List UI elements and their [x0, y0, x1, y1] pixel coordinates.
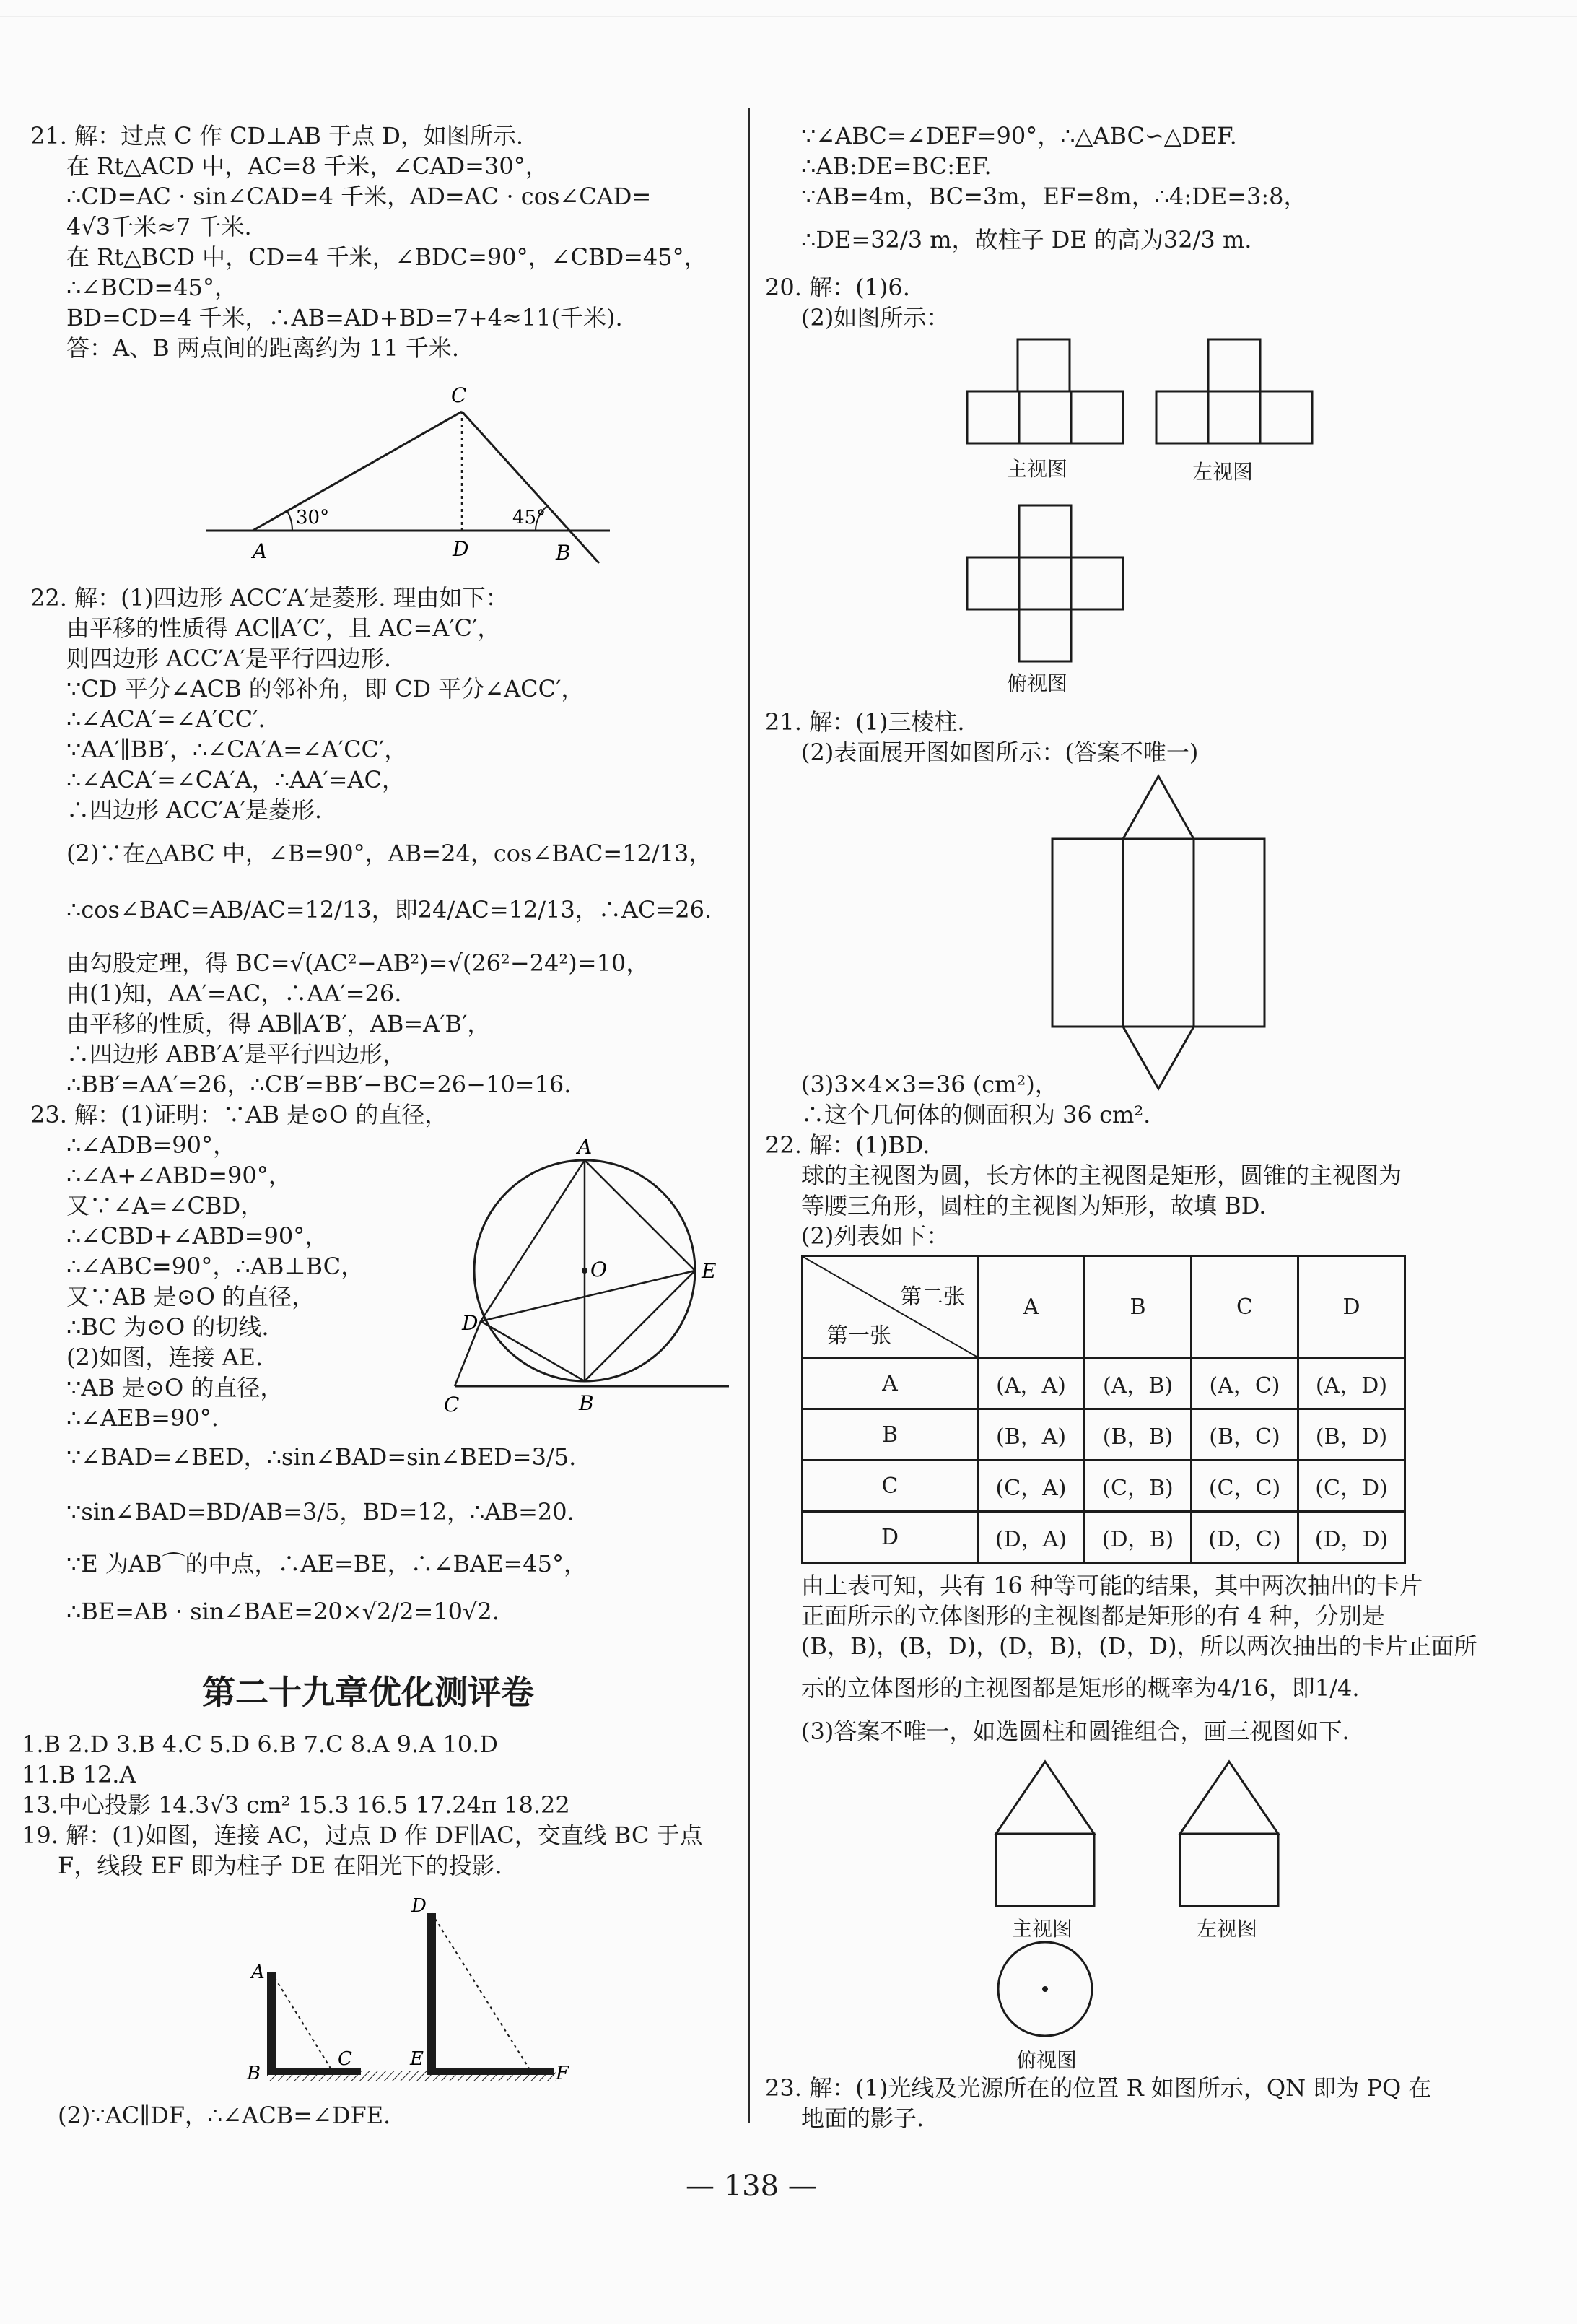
- q22-right-line: 球的主视图为圆，长方体的主视图是矩形，圆锥的主视图为: [801, 1162, 1402, 1189]
- q22-tail-line: (3)答案不唯一，如选圆柱和圆锥组合，画三视图如下.: [801, 1718, 1350, 1745]
- label-b: B: [556, 541, 571, 565]
- table-cell: (B，C): [1192, 1409, 1298, 1461]
- q23-line: (2)如图，连接 AE.: [66, 1344, 263, 1371]
- q21-line: 4√3千米≈7 千米.: [66, 213, 252, 240]
- cone-cylinder-views: [996, 1754, 1299, 2058]
- q22-line: 22. 解：(1)四边形 ACC′A′是菱形. 理由如下：: [30, 584, 509, 612]
- angle-45: 45°: [512, 507, 546, 528]
- label-f: F: [556, 2063, 569, 2084]
- q21-line: 在 Rt△BCD 中，CD=4 千米，∠BDC=90°，∠CBD=45°，: [66, 243, 707, 271]
- label-d: D: [453, 537, 469, 561]
- q23-line: ∴∠ADB=90°，: [66, 1131, 236, 1159]
- q22-line: 则四边形 ACC′A′是平行四边形.: [66, 645, 392, 672]
- table-cell: (A，A): [978, 1358, 1085, 1409]
- q22-line: (2)∵在△ABC 中，∠B=90°，AB=24，cos∠BAC=12/13，: [66, 840, 712, 867]
- q20-line: (2)如图所示：: [801, 304, 950, 331]
- q21-line: BD=CD=4 千米，∴AB=AD+BD=7+4≈11(千米).: [66, 304, 623, 331]
- q22-right-line: 等腰三角形，圆柱的主视图为矩形，故填 BD.: [801, 1192, 1267, 1219]
- label-a: A: [253, 539, 268, 563]
- q21-right-line: 21. 解：(1)三棱柱.: [765, 708, 965, 736]
- table-row: [803, 1358, 1405, 1409]
- q22-tail-line: 由上表可知，共有 16 种等可能的结果，其中两次抽出的卡片: [801, 1572, 1423, 1599]
- label-e: E: [410, 2048, 424, 2070]
- q19-line: 19. 解：(1)如图，连接 AC，过点 D 作 DF∥AC，交直线 BC 于点: [22, 1822, 703, 1849]
- three-views-figure-q20: [967, 332, 1443, 708]
- table-row: [803, 1409, 1405, 1461]
- table-row-header: C: [803, 1461, 978, 1512]
- q22-line: ∵AA′∥BB′，∴∠CA′A=∠A′CC′，: [66, 736, 408, 763]
- top-view-caption-2: 俯视图: [1016, 2048, 1078, 2072]
- q21-tail-line: ∴这个几何体的侧面积为 36 cm².: [801, 1101, 1151, 1128]
- table-cell: (C，A): [978, 1461, 1085, 1512]
- answer-line: 11.B 12.A: [22, 1761, 136, 1788]
- table-cell: (C，C): [1192, 1461, 1298, 1512]
- q19-cont-line: ∵∠ABC=∠DEF=90°，∴△ABC∽△DEF.: [801, 122, 1237, 149]
- q22-line: ∴∠ACA′=∠CA′A，∴AA′=AC，: [66, 766, 405, 793]
- table-col-header: D: [1298, 1256, 1405, 1358]
- label-c: C: [338, 2048, 352, 2070]
- table-cell: (D，D): [1298, 1512, 1405, 1563]
- q19-cont-line: ∴DE=32/3 m，故柱子 DE 的高为32/3 m.: [801, 226, 1252, 253]
- q22-tail-line: (B，B)，(B，D)，(D，B)，(D，D)，所以两次抽出的卡片正面所: [801, 1632, 1477, 1660]
- table-row: [803, 1461, 1405, 1512]
- label-o: O: [590, 1258, 607, 1281]
- q19-line: F，线段 EF 即为柱子 DE 在阳光下的投影.: [58, 1852, 502, 1879]
- front-view-caption: 主视图: [1007, 457, 1068, 481]
- table-cell: (A，B): [1085, 1358, 1192, 1409]
- table-cell: (A，C): [1192, 1358, 1298, 1409]
- q22-line: 由勾股定理，得 BC=√(AC²−AB²)=√(26²−24²)=10，: [66, 949, 650, 977]
- q23-line: ∴BC 为⊙O 的切线.: [66, 1313, 269, 1341]
- label-d: D: [462, 1311, 479, 1335]
- label-b: B: [579, 1391, 594, 1415]
- column-divider: [748, 108, 750, 2123]
- q23-line: ∴∠A+∠ABD=90°，: [66, 1162, 292, 1189]
- q22-line: ∴BB′=AA′=26，∴CB′=BB′−BC=26−10=16.: [66, 1071, 572, 1098]
- table-cell: (D，B): [1085, 1512, 1192, 1563]
- label-b: B: [247, 2063, 261, 2084]
- q23-line: ∵AB 是⊙O 的直径，: [66, 1374, 284, 1401]
- label-e: E: [702, 1259, 717, 1283]
- q21-line: ∴∠BCD=45°，: [66, 274, 237, 301]
- table-cell: (C，B): [1085, 1461, 1192, 1512]
- page-number: — 138 —: [686, 2169, 817, 2203]
- front-view-caption-2: 主视图: [1012, 1917, 1073, 1941]
- table-cell: (A，D): [1298, 1358, 1405, 1409]
- circle-figure-q23: [440, 1126, 743, 1415]
- scan-edge: [0, 16, 1577, 17]
- q19-cont-line: ∴AB:DE=BC:EF.: [801, 152, 992, 180]
- q22-line: ∴四边形 ACC′A′是菱形.: [66, 796, 323, 824]
- q19-cont-line: ∵AB=4m，BC=3m，EF=8m，∴4:DE=3:8，: [801, 183, 1307, 210]
- q21-line: 答：A、B 两点间的距离约为 11 千米.: [66, 334, 460, 362]
- table-cell: (B，B): [1085, 1409, 1192, 1461]
- table-row: [803, 1512, 1405, 1563]
- table-col-header: B: [1085, 1256, 1192, 1358]
- table-cell: (C，D): [1298, 1461, 1405, 1512]
- q23-line: 23. 解：(1)证明：∵AB 是⊙O 的直径，: [30, 1101, 448, 1128]
- left-view-caption: 左视图: [1192, 460, 1254, 484]
- q23-line: ∵∠BAD=∠BED，∴sin∠BAD=sin∠BED=3/5.: [66, 1443, 577, 1471]
- q23-line: ∵sin∠BAD=BD/AB=3/5，BD=12，∴AB=20.: [66, 1498, 575, 1526]
- q22-line: 由平移的性质得 AC∥A′C′，且 AC=A′C′，: [66, 614, 501, 642]
- table-corner-cell: [803, 1256, 978, 1358]
- q22-line: 由平移的性质，得 AB∥A′B′，AB=A′B′，: [66, 1010, 491, 1037]
- label-a: A: [577, 1135, 593, 1159]
- q22-line: 由(1)知，AA′=AC，∴AA′=26.: [66, 980, 402, 1007]
- table-col-header: C: [1192, 1256, 1298, 1358]
- q23-right-line: 地面的影子.: [801, 2105, 925, 2132]
- table-cell: (D，A): [978, 1512, 1085, 1563]
- shadow-figure-q19: [238, 1892, 599, 2123]
- q22-right-line: 22. 解：(1)BD.: [765, 1131, 930, 1159]
- label-a: A: [251, 1962, 265, 1983]
- q23-line: 又∵AB 是⊙O 的直径，: [66, 1283, 315, 1310]
- q23-line: ∴∠ABC=90°，∴AB⊥BC，: [66, 1253, 364, 1280]
- top-view-caption: 俯视图: [1007, 671, 1068, 695]
- q19-line: (2)∵AC∥DF，∴∠ACB=∠DFE.: [58, 2102, 391, 2129]
- triangle-figure-q21: [195, 379, 628, 567]
- q22-line: ∴∠ACA′=∠A′CC′.: [66, 705, 266, 733]
- label-c: C: [444, 1393, 460, 1416]
- q23-line: ∵E 为AB⌒的中点，∴AE=BE，∴∠BAE=45°，: [66, 1550, 587, 1577]
- q23-line: 又∵∠A=∠CBD，: [66, 1192, 264, 1219]
- q21-line: 21. 解：过点 C 作 CD⊥AB 于点 D，如图所示.: [30, 122, 524, 149]
- corner-bottom-label: 第一张: [826, 1323, 891, 1349]
- label-c: C: [451, 383, 467, 407]
- q22-tail-line: 示的立体图形的主视图都是矩形的概率为4/16，即1/4.: [801, 1674, 1360, 1702]
- q23-line: ∴∠AEB=90°.: [66, 1404, 219, 1432]
- answer-line: 1.B 2.D 3.B 4.C 5.D 6.B 7.C 8.A 9.A 10.D: [22, 1731, 498, 1758]
- q23-right-line: 23. 解：(1)光线及光源所在的位置 R 如图所示，QN 即为 PQ 在: [765, 2074, 1432, 2102]
- outcome-table: [801, 1255, 1406, 1564]
- left-view-caption-2: 左视图: [1197, 1917, 1258, 1941]
- q23-line: ∴BE=AB · sin∠BAE=20×√2/2=10√2.: [66, 1598, 499, 1625]
- q22-line: ∴cos∠BAC=AB/AC=12/13，即24/AC=12/13，∴AC=26.: [66, 896, 712, 923]
- label-d: D: [411, 1895, 427, 1917]
- q20-line: 20. 解：(1)6.: [765, 274, 910, 301]
- table-col-header: A: [978, 1256, 1085, 1358]
- corner-top-label: 第二张: [900, 1284, 965, 1310]
- q21-right-line: (2)表面展开图如图所示：(答案不唯一): [801, 739, 1199, 766]
- q21-line: 在 Rt△ACD 中，AC=8 千米，∠CAD=30°，: [66, 152, 549, 180]
- q22-line: ∵CD 平分∠ACB 的邻补角，即 CD 平分∠ACC′，: [66, 675, 585, 702]
- table-cell: (B，D): [1298, 1409, 1405, 1461]
- table-header-row: [803, 1256, 1405, 1358]
- prism-net-figure: [1025, 773, 1256, 1090]
- q22-tail-line: 正面所示的立体图形的主视图都是矩形的有 4 种，分别是: [801, 1602, 1385, 1629]
- q22-line: ∴四边形 ABB′A′是平行四边形，: [66, 1040, 406, 1068]
- table-row-header: B: [803, 1409, 978, 1461]
- q21-tail-line: (3)3×4×3=36 (cm²)，: [801, 1071, 1058, 1098]
- table-row-header: D: [803, 1512, 978, 1563]
- chapter-title: 第二十九章优化测评卷: [202, 1673, 534, 1712]
- angle-30: 30°: [296, 507, 330, 528]
- answer-line: 13.中心投影 14.3√3 cm² 15.3 16.5 17.24π 18.22: [22, 1791, 570, 1819]
- table-cell: (D，C): [1192, 1512, 1298, 1563]
- q22-right-line: (2)列表如下：: [801, 1222, 950, 1250]
- table-cell: (B，A): [978, 1409, 1085, 1461]
- q23-line: ∴∠CBD+∠ABD=90°，: [66, 1222, 328, 1250]
- table-row-header: A: [803, 1358, 978, 1409]
- q21-line: ∴CD=AC · sin∠CAD=4 千米，AD=AC · cos∠CAD=: [66, 183, 652, 210]
